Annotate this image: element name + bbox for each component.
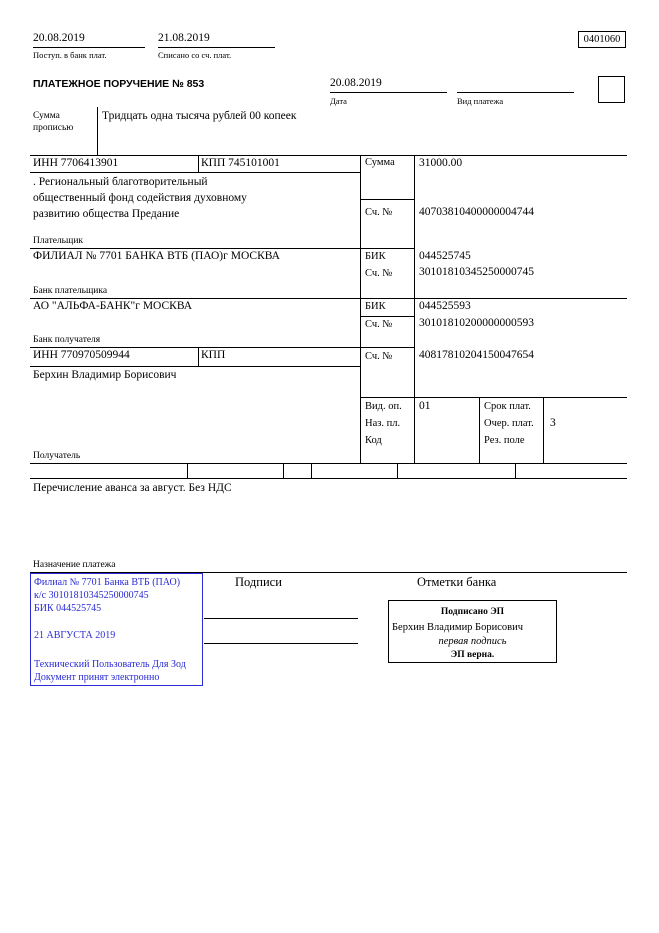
received-date-label: Поступ. в банк плат. [33, 50, 107, 60]
grid-line [30, 248, 414, 249]
grid-line [30, 347, 414, 348]
amount-words-label-2: прописью [33, 123, 74, 133]
ep-signer-name: Берхин Владимир Борисович [392, 622, 523, 633]
ep-verified: ЭП верна. [450, 650, 495, 660]
payer-bank-name: ФИЛИАЛ № 7701 БАНКА ВТБ (ПАО)г МОСКВА [33, 250, 280, 262]
stamp-line-1: Филиал № 7701 Банка ВТБ (ПАО) [34, 577, 181, 588]
grid-line [30, 478, 627, 479]
payer-bank-label: Банк плательщика [33, 286, 108, 296]
debited-date-label: Списано со сч. плат. [158, 50, 232, 60]
document-date-label: Дата [330, 96, 347, 106]
payer-inn: ИНН 7706413901 [33, 157, 119, 169]
payee-name: Берхин Владимир Борисович [33, 369, 177, 381]
payer-label: Плательщик [33, 236, 84, 246]
order-value: 3 [550, 417, 556, 429]
stamp-line-3: БИК 044525745 [34, 603, 102, 614]
stamp-line-4: Технический Пользователь Для Зод [34, 659, 186, 670]
purpose-code-label: Наз. пл. [365, 418, 401, 429]
amount-words-value: Тридцать одна тысяча рублей 00 копеек [102, 110, 297, 122]
term-label: Срок плат. [484, 401, 531, 412]
bank-marks-label: Отметки банка [417, 575, 497, 589]
sum-value: 31000.00 [419, 157, 463, 169]
grid-line [414, 155, 415, 463]
stamp-date: 21 АВГУСТА 2019 [34, 630, 116, 641]
purpose-label: Назначение платежа [33, 560, 116, 570]
received-date: 20.08.2019 [33, 32, 85, 44]
grid-line [479, 397, 480, 463]
payee-label: Получатель [33, 451, 81, 461]
stamp-line-2: к/с 30101810345250000745 [34, 590, 149, 601]
grid-line [30, 172, 360, 173]
payee-account-label: Сч. № [365, 351, 393, 362]
debited-date-line [158, 47, 275, 48]
payee-bank-name: АО "АЛЬФА-БАНК"г МОСКВА [33, 300, 193, 312]
payee-inn: ИНН 770970509944 [33, 349, 130, 361]
payee-bank-label: Банк получателя [33, 335, 101, 345]
payer-bank-bik: 044525745 [419, 250, 471, 262]
payer-kpp: КПП 745101001 [201, 157, 280, 169]
payee-bank-account-label: Сч. № [365, 319, 393, 330]
ep-role: первая подпись [438, 636, 507, 647]
payee-kpp: КПП [201, 349, 226, 361]
ep-title: Подписано ЭП [440, 607, 505, 617]
received-date-line [33, 47, 145, 48]
grid-line [187, 463, 188, 478]
grid-line [30, 298, 627, 299]
bank-stamp [30, 573, 203, 686]
grid-line [198, 347, 199, 366]
grid-line [30, 155, 627, 156]
grid-line [283, 463, 284, 478]
amount-words-label-1: Сумма [33, 111, 60, 121]
grid-line [360, 155, 361, 463]
grid-line [515, 463, 516, 478]
payee-account: 40817810204150047654 [419, 349, 534, 361]
purpose-text: Перечисление аванса за август. Без НДС [33, 482, 232, 494]
ep-signature-box [388, 600, 557, 663]
grid-line [198, 155, 199, 172]
grid-line [30, 463, 627, 464]
grid-line [543, 397, 544, 463]
payee-bank-bik: 044525593 [419, 300, 471, 312]
amount-words-divider [97, 107, 98, 155]
payment-type-label: Вид платежа [457, 96, 504, 106]
grid-line [30, 366, 360, 367]
reserve-label: Рез. поле [484, 435, 525, 446]
payer-account: 40703810400000004744 [419, 206, 534, 218]
stamp-line-5: Документ принят электронно [34, 672, 160, 683]
payment-type-line [457, 92, 574, 93]
payer-account-label: Сч. № [365, 207, 393, 218]
document-date: 20.08.2019 [330, 77, 382, 89]
payment-type-box [598, 76, 625, 103]
payer-bank-account: 30101810345250000745 [419, 266, 534, 278]
payer-name: . Региональный благотворительный общественный фонд содействия духовному развитию общества Предание [33, 176, 247, 220]
document-title: ПЛАТЕЖНОЕ ПОРУЧЕНИЕ № 853 [33, 78, 205, 90]
payee-bank-account: 30101810200000000593 [419, 317, 534, 329]
grid-line [360, 397, 627, 398]
grid-line [360, 316, 414, 317]
grid-line [360, 199, 414, 200]
op-type-value: 01 [419, 400, 431, 412]
signature-line-2 [204, 643, 358, 644]
form-code-box: 0401060 [578, 31, 626, 48]
code-label: Код [365, 435, 382, 446]
grid-line [397, 463, 398, 478]
grid-line [311, 463, 312, 478]
document-date-line [330, 92, 447, 93]
payer-bank-account-label: Сч. № [365, 268, 393, 279]
sum-label: Сумма [365, 157, 395, 168]
payer-bank-bik-label: БИК [365, 251, 386, 262]
order-label: Очер. плат. [484, 418, 534, 429]
payee-bank-bik-label: БИК [365, 301, 386, 312]
op-type-label: Вид. оп. [365, 401, 402, 412]
signature-line-1 [204, 618, 358, 619]
signatures-label: Подписи [235, 575, 282, 589]
debited-date: 21.08.2019 [158, 32, 210, 44]
